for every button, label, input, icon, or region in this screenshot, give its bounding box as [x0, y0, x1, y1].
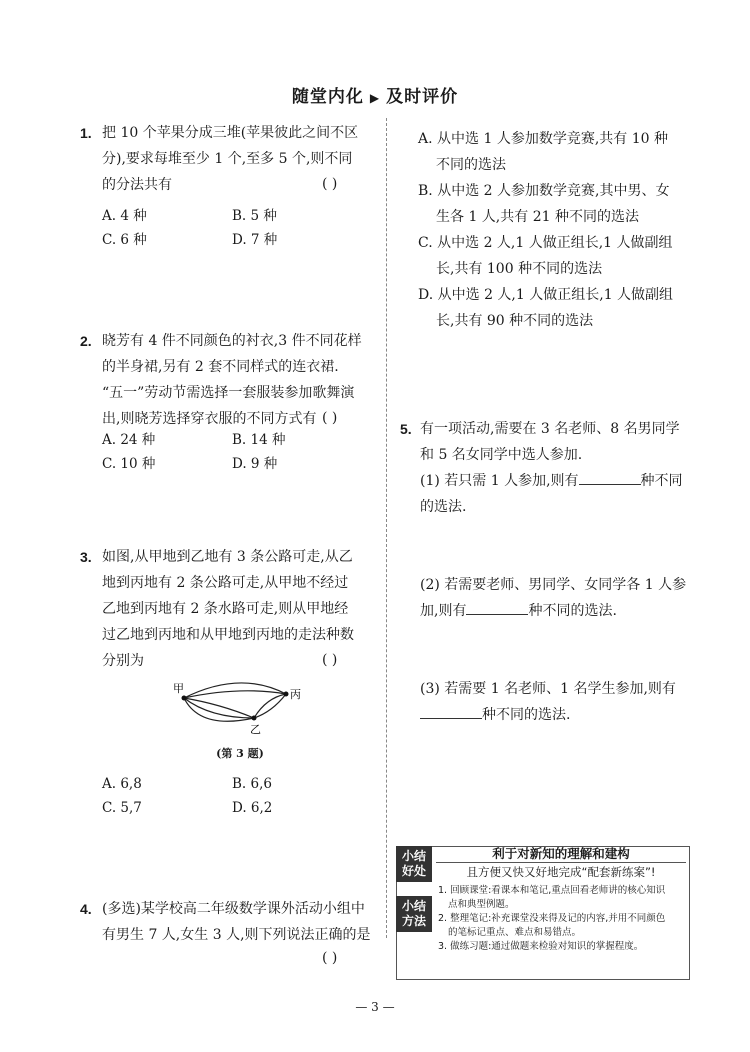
play-arrow-icon: ▶	[369, 91, 381, 105]
answer-blank[interactable]	[420, 704, 482, 719]
answer-blank[interactable]	[466, 600, 528, 615]
water-route-path	[184, 683, 286, 698]
tag-line: 小结	[401, 849, 426, 863]
option-c[interactable]: C. 10 种	[102, 456, 156, 472]
part-3-text: 种不同的选法.	[482, 707, 571, 723]
heading-right: 及时评价	[386, 87, 459, 107]
answer-paren: ( )	[322, 410, 338, 426]
option-b[interactable]: B. 5 种	[232, 208, 277, 224]
option-c[interactable]: C. 6 种	[102, 232, 147, 248]
part-2-text-cont: 种不同的选法.	[528, 603, 617, 619]
node-yi	[252, 716, 257, 721]
option-a-cont: 不同的选法	[436, 157, 506, 173]
question-number: 3.	[80, 549, 92, 565]
question-line: 过乙地到丙地和从甲地到丙地的走法种数	[102, 627, 354, 643]
question-line: 和 5 名女同学中选人参加.	[420, 447, 583, 463]
question-line: 的分法共有	[102, 177, 172, 193]
part-3-line2	[420, 704, 570, 726]
tag-line: 好处	[401, 864, 426, 878]
option-c[interactable]: C. 从中选 2 人,1 人做正组长,1 人做副组	[418, 235, 673, 251]
summary-list	[438, 884, 665, 954]
question-line: 晓芳有 4 件不同颜色的衬衣,3 件不同花样	[102, 333, 362, 349]
answer-paren: ( )	[322, 652, 338, 668]
road-path	[184, 698, 254, 718]
question-number: 1.	[80, 125, 92, 141]
option-a[interactable]: A. 4 种	[102, 208, 147, 224]
question-line: 把 10 个苹果分成三堆(苹果彼此之间不区	[102, 125, 359, 141]
road-path	[184, 698, 254, 718]
road-path	[254, 694, 286, 718]
option-a[interactable]: A. 从中选 1 人参加数学竞赛,共有 10 种	[418, 131, 668, 147]
part-2: (2) 若需要老师、男同学、女同学各 1 人参	[420, 577, 687, 593]
answer-paren: ( )	[322, 176, 338, 192]
option-a[interactable]: A. 24 种	[102, 432, 156, 448]
question-line: 乙地到丙地有 2 条水路可走,则从甲地经	[102, 601, 349, 617]
part-1-text: (1) 若只需 1 人参加,则有	[420, 473, 579, 489]
label-bing: 丙	[290, 688, 301, 701]
node-jia	[182, 696, 187, 701]
part-1	[420, 470, 683, 492]
route-diagram	[170, 678, 310, 740]
figure-caption: (第 3 题)	[216, 747, 264, 760]
part-3: (3) 若需要 1 名老师、1 名学生参加,则有	[420, 681, 676, 697]
question-number: 5.	[400, 421, 412, 437]
option-b[interactable]: B. 14 种	[232, 432, 286, 448]
question-line: 如图,从甲地到乙地有 3 条公路可走,从乙	[102, 549, 353, 565]
part-1-line2: 的选法.	[420, 499, 467, 515]
road-path	[254, 694, 286, 718]
label-yi: 乙	[250, 723, 261, 736]
question-line: “五一”劳动节需选择一套服装参加歌舞演	[102, 385, 355, 401]
heading-left: 随堂内化	[291, 87, 364, 107]
column-divider	[386, 118, 387, 938]
summary-item: 2. 整理笔记:补充课堂没来得及记的内容,并用不同颜色	[438, 913, 666, 924]
option-b-cont: 生各 1 人,共有 21 种不同的选法	[436, 209, 639, 225]
question-line: 分),要求每堆至少 1 个,至多 5 个,则不同	[102, 151, 353, 167]
option-d[interactable]: D. 从中选 2 人,1 人做正组长,1 人做副组	[418, 287, 674, 303]
tag-line: 方法	[401, 914, 426, 928]
summary-title-rule	[436, 862, 686, 863]
question-line: 有男生 7 人,女生 3 人,则下列说法正确的是	[102, 927, 371, 943]
label-jia: 甲	[173, 682, 184, 695]
part-2-text: 加,则有	[420, 603, 467, 619]
question-line: 分别为	[102, 653, 144, 669]
question-line: 的半身裙,另有 2 套不同样式的连衣裙.	[102, 359, 339, 375]
option-d[interactable]: D. 6,2	[232, 800, 273, 816]
question-line: (多选)某学校高二年级数学课外活动小组中	[102, 901, 365, 917]
option-d-cont: 长,共有 90 种不同的选法	[436, 313, 594, 329]
section-heading	[0, 82, 750, 107]
answer-blank[interactable]	[579, 470, 641, 485]
option-c[interactable]: C. 5,7	[102, 800, 142, 816]
node-bing	[284, 692, 289, 697]
summary-item-cont: 点和典型例题。	[448, 899, 515, 910]
question-line: 地到丙地有 2 条公路可走,从甲地不经过	[102, 575, 349, 591]
question-line: 出,则晓芳选择穿衣服的不同方式有	[102, 411, 317, 427]
question-line: 有一项活动,需要在 3 名老师、8 名男同学	[420, 421, 680, 437]
answer-paren: ( )	[322, 950, 338, 966]
option-d[interactable]: D. 7 种	[232, 232, 278, 248]
option-b[interactable]: B. 6,6	[232, 776, 272, 792]
summary-subtitle: 且方便又快又好地完成“配套新练案”!	[466, 865, 656, 879]
option-b[interactable]: B. 从中选 2 人参加数学竞赛,其中男、女	[418, 183, 670, 199]
option-a[interactable]: A. 6,8	[102, 776, 142, 792]
option-c-cont: 长,共有 100 种不同的选法	[436, 261, 603, 277]
summary-item-cont: 的笔标记重点、难点和易错点。	[448, 927, 582, 938]
option-d[interactable]: D. 9 种	[232, 456, 278, 472]
summary-title: 利于对新知的理解和建构	[492, 846, 630, 861]
tag-line: 小结	[401, 899, 426, 913]
part-2-line2	[420, 600, 617, 622]
question-number: 4.	[80, 901, 92, 917]
summary-tag-benefit	[396, 846, 432, 882]
summary-item: 1. 回顾课堂:看课本和笔记,重点回看老师讲的核心知识	[438, 885, 666, 896]
page-number: — 3 —	[355, 1000, 395, 1014]
summary-tag-method	[396, 896, 432, 932]
question-number: 2.	[80, 333, 92, 349]
summary-item: 3. 做练习题:通过做题来检验对知识的掌握程度。	[438, 941, 644, 952]
part-1-text-cont: 种不同	[640, 473, 683, 489]
